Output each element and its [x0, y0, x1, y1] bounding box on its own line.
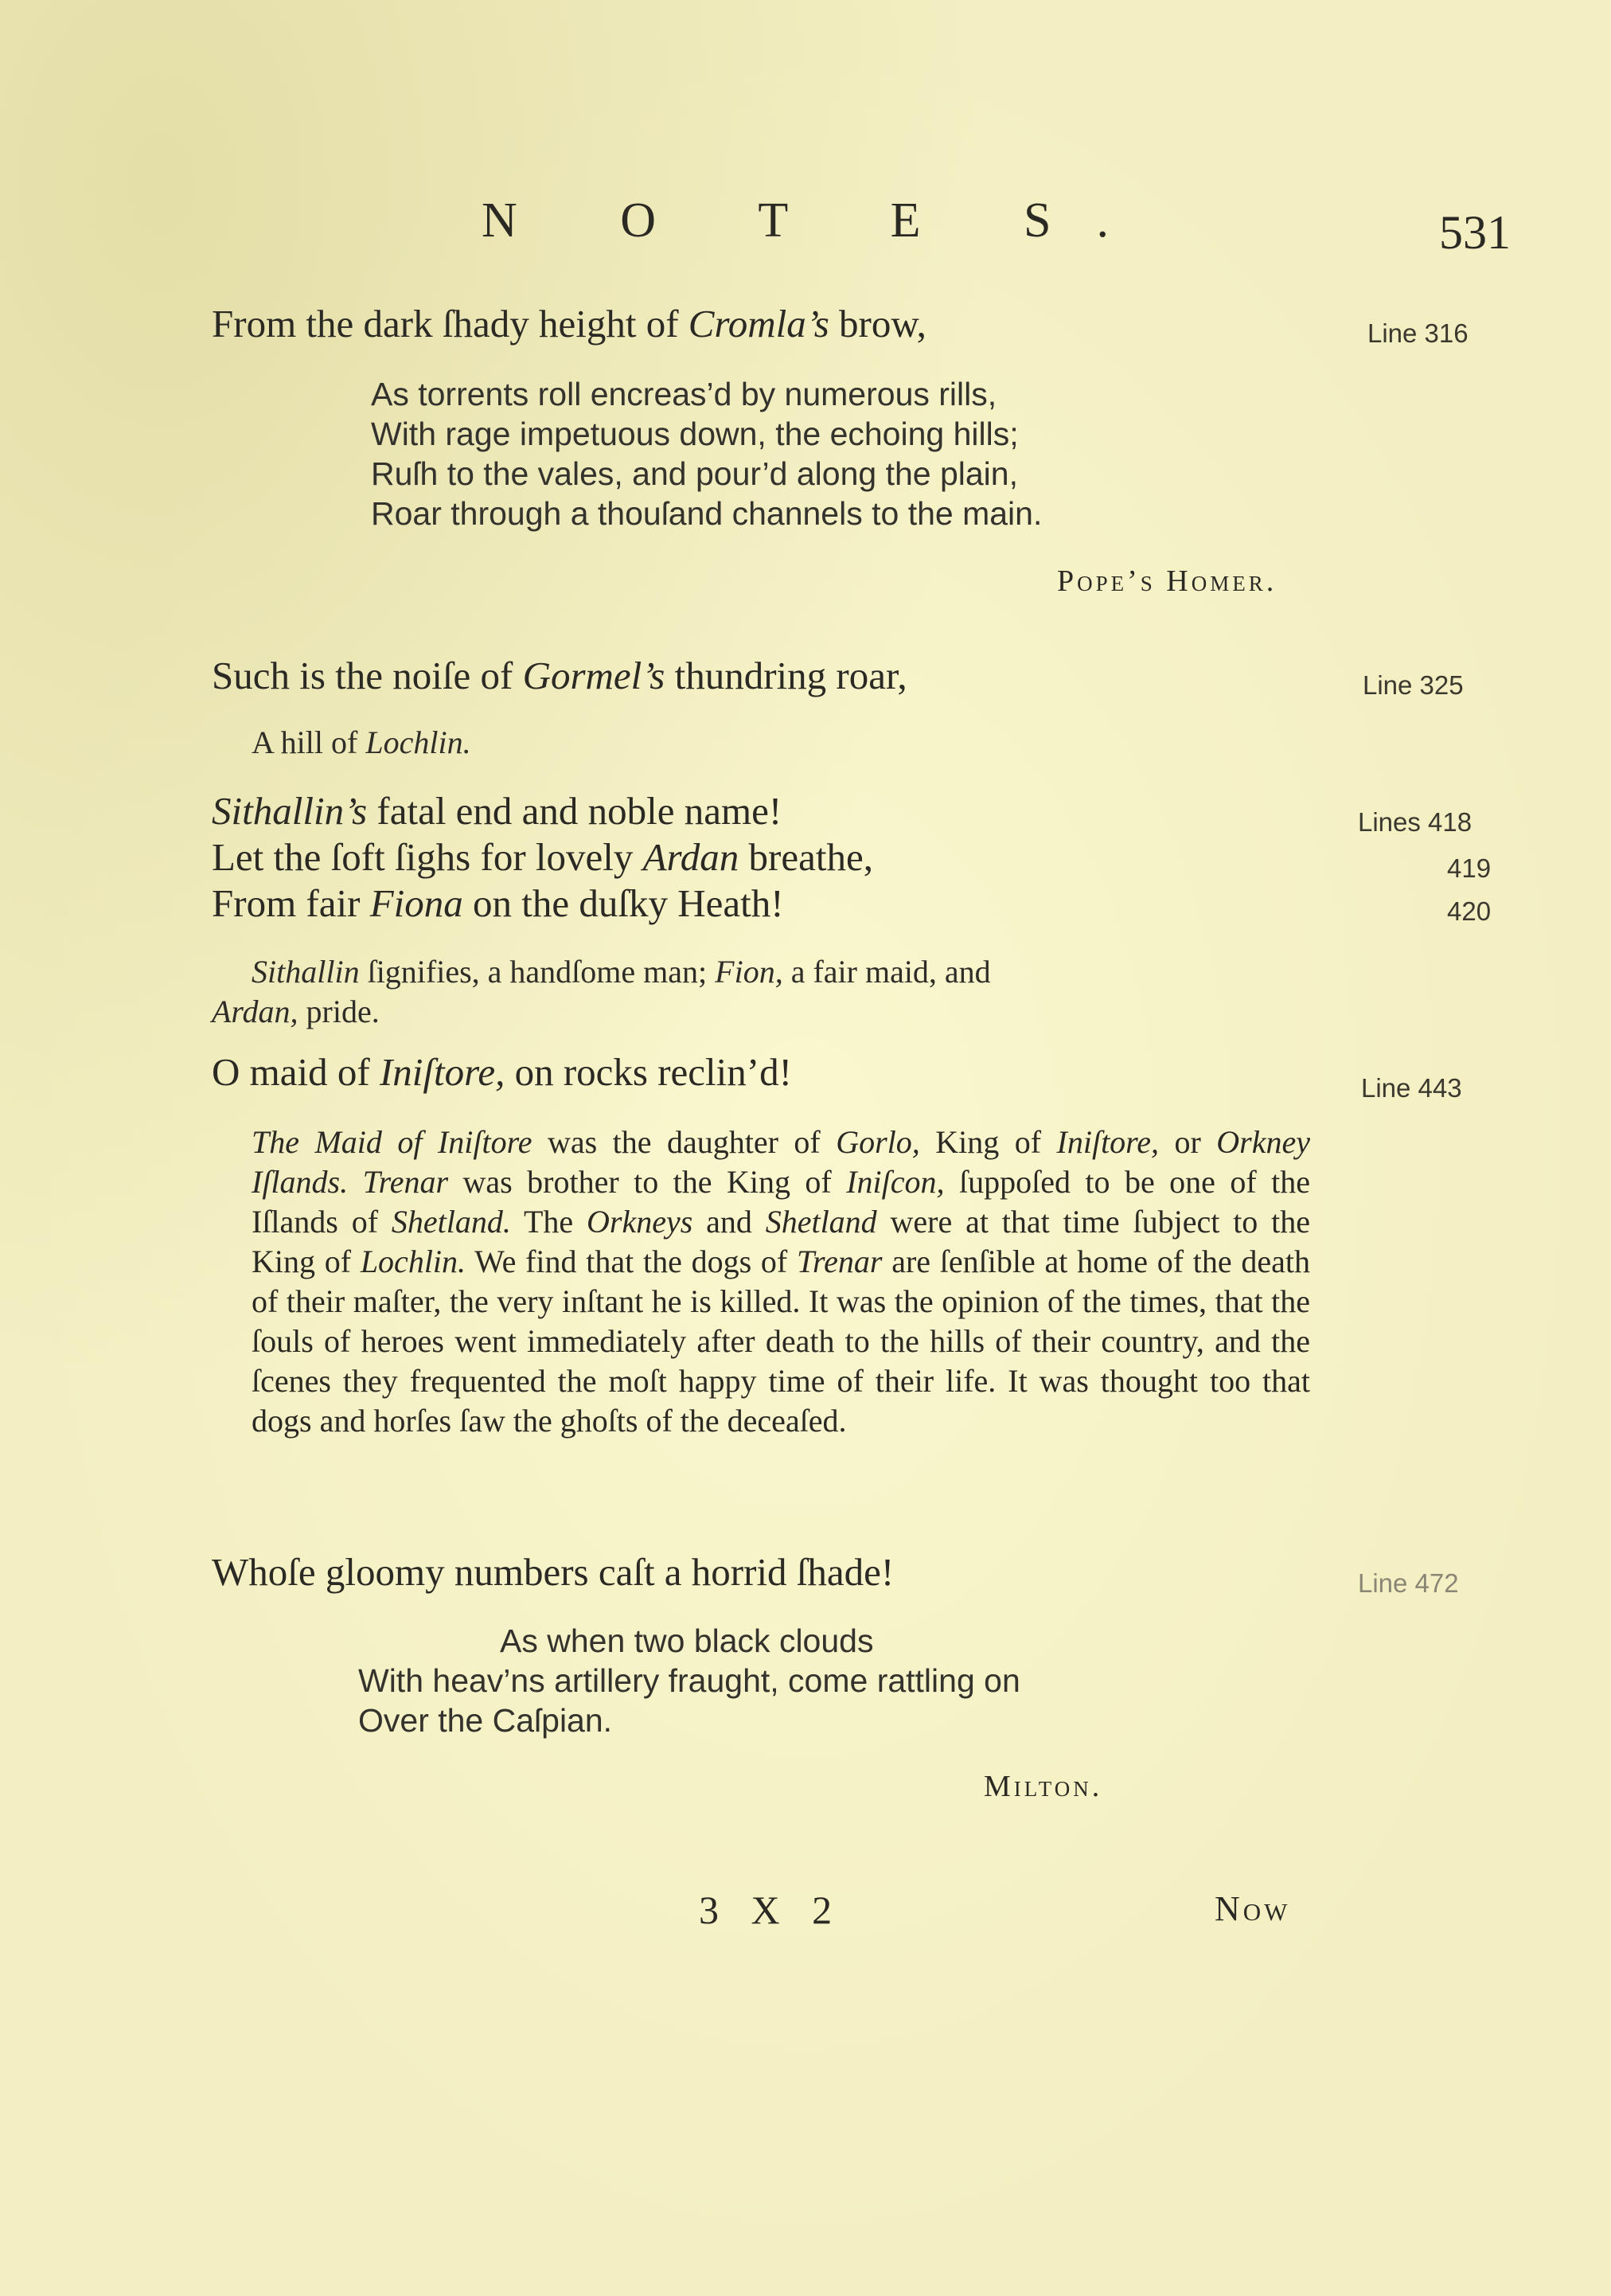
catchword: Now [1215, 1889, 1291, 1928]
note-text-plain: and [692, 1204, 766, 1240]
verse-text: From the dark ſhady height of [212, 302, 688, 346]
line-ref: Line 316 [1367, 318, 1469, 348]
verse-cromla [212, 301, 926, 346]
note-text-plain: pride. [298, 994, 380, 1029]
quote-line: As when two black clouds [500, 1622, 874, 1659]
note-name: Sithallin [252, 954, 360, 990]
note-text-plain: was the daughter of [532, 1124, 837, 1160]
verse-name: Ardan [642, 835, 739, 879]
verse-text: breathe, [739, 835, 873, 879]
note-name: Shetland. [391, 1204, 511, 1240]
verse-text: O maid of [212, 1050, 380, 1094]
page-title: N O T E S. [482, 193, 1155, 248]
source-attribution: Milton. [984, 1770, 1103, 1803]
verse-name: Cromla’s [688, 302, 829, 346]
quote-line: As torrents roll encreas’d by numerous rills, [371, 376, 997, 412]
verse-name: Gormel’s [522, 654, 665, 697]
line-ref: Line 325 [1363, 670, 1464, 700]
verse-text: brow, [829, 302, 926, 346]
note-name: Gorlo, [836, 1124, 920, 1160]
line-ref: Line 472 [1358, 1568, 1459, 1598]
signature-mark: 3 X 2 [699, 1888, 844, 1932]
note-text-plain: The [510, 1204, 587, 1240]
note-paragraph [212, 1123, 1310, 1441]
quote-line: Ruſh to the vales, and pour’d along the plain, [371, 455, 1018, 492]
note-text-plain [348, 1164, 362, 1200]
source-attribution: Pope’s Homer. [1057, 564, 1277, 598]
note-text-plain: was brother to the King of [448, 1164, 847, 1200]
note-name: Orkney Iſlands. [252, 1124, 1311, 1200]
line-ref: 419 [1447, 853, 1492, 883]
note-text-plain: a fair maid, and [782, 954, 991, 990]
page-number: 531 [1439, 206, 1511, 259]
note-text-plain: We find that the dogs of [466, 1244, 797, 1279]
note-segment [252, 952, 991, 992]
line-ref: 420 [1447, 896, 1492, 926]
note-name: Trenar [362, 1164, 449, 1200]
verse-text: on the duſky Heath! [462, 881, 784, 925]
verse-name: Iniſtore, [379, 1050, 505, 1094]
note-text-plain: or [1159, 1124, 1217, 1160]
quote-line: With rage impetuous down, the echoing hills; [371, 416, 1019, 452]
quote-line: With heav’ns artillery fraught, come rattling on [358, 1662, 1020, 1699]
note-name: Shetland [765, 1204, 877, 1240]
note-name: Lochlin. [360, 1244, 466, 1279]
note-name: Lochlin. [365, 724, 471, 760]
verse-name: Fiona [369, 881, 463, 925]
verse-text: Let the ſoft ſighs for lovely [212, 835, 643, 879]
note-name: Ardan, [212, 994, 298, 1029]
note-name: Iniſcon, [846, 1164, 945, 1200]
verse-text: fatal end and noble name! [367, 789, 782, 833]
verse-sithallin [212, 788, 782, 834]
note-name: Iniſtore, [1056, 1124, 1160, 1160]
verse-text: on rocks reclin’d! [505, 1050, 792, 1094]
quote-line: Over the Caſpian. [358, 1702, 613, 1739]
note-name: The Maid of Iniſtore [252, 1124, 532, 1160]
verse-text: thundring roar, [665, 654, 907, 697]
note-text-plain: A hill of [252, 724, 366, 760]
verse-fiona [212, 881, 784, 926]
note-name: Fion, [715, 954, 783, 990]
note-text-plain: ſignifies, a handſome man; [359, 954, 716, 990]
verse-gloomy: Whoſe gloomy numbers caſt a horrid ſhade! [212, 1550, 895, 1594]
line-ref: Lines 418 [1358, 807, 1473, 837]
verse-inistore [212, 1049, 792, 1095]
note-line [212, 992, 380, 1032]
note-name: Trenar [797, 1244, 883, 1279]
note-text [252, 723, 471, 763]
line-ref: Line 443 [1361, 1073, 1462, 1103]
note-text-plain: were at that time ſubject to the King of [252, 1204, 1311, 1279]
verse-text: Such is the noiſe of [212, 654, 523, 697]
verse-gormel [212, 653, 907, 698]
verse-ardan [212, 834, 873, 880]
verse-name: Sithallin’s [212, 789, 368, 833]
verse-text: From fair [212, 881, 370, 925]
quote-line: Roar through a thouſand channels to the main. [371, 495, 1043, 532]
note-name: Orkneys [586, 1204, 693, 1240]
note-text-plain: King of [919, 1124, 1057, 1160]
note-text-plain: ſuppoſed to be one of the Iſlands of [252, 1164, 1311, 1240]
note-line [252, 952, 1310, 992]
note-text-plain: are ſenſible at home of the death of their maſter, the very inſtant he is killed. It was the opinion of the times, that the ſouls of heroes went immediately after death to the hills of their country, and the ſcenes they frequented the moſt happy time of their life. It was thought too that dogs and horſes ſaw the ghoſts of the deceaſed. [252, 1244, 1310, 1439]
